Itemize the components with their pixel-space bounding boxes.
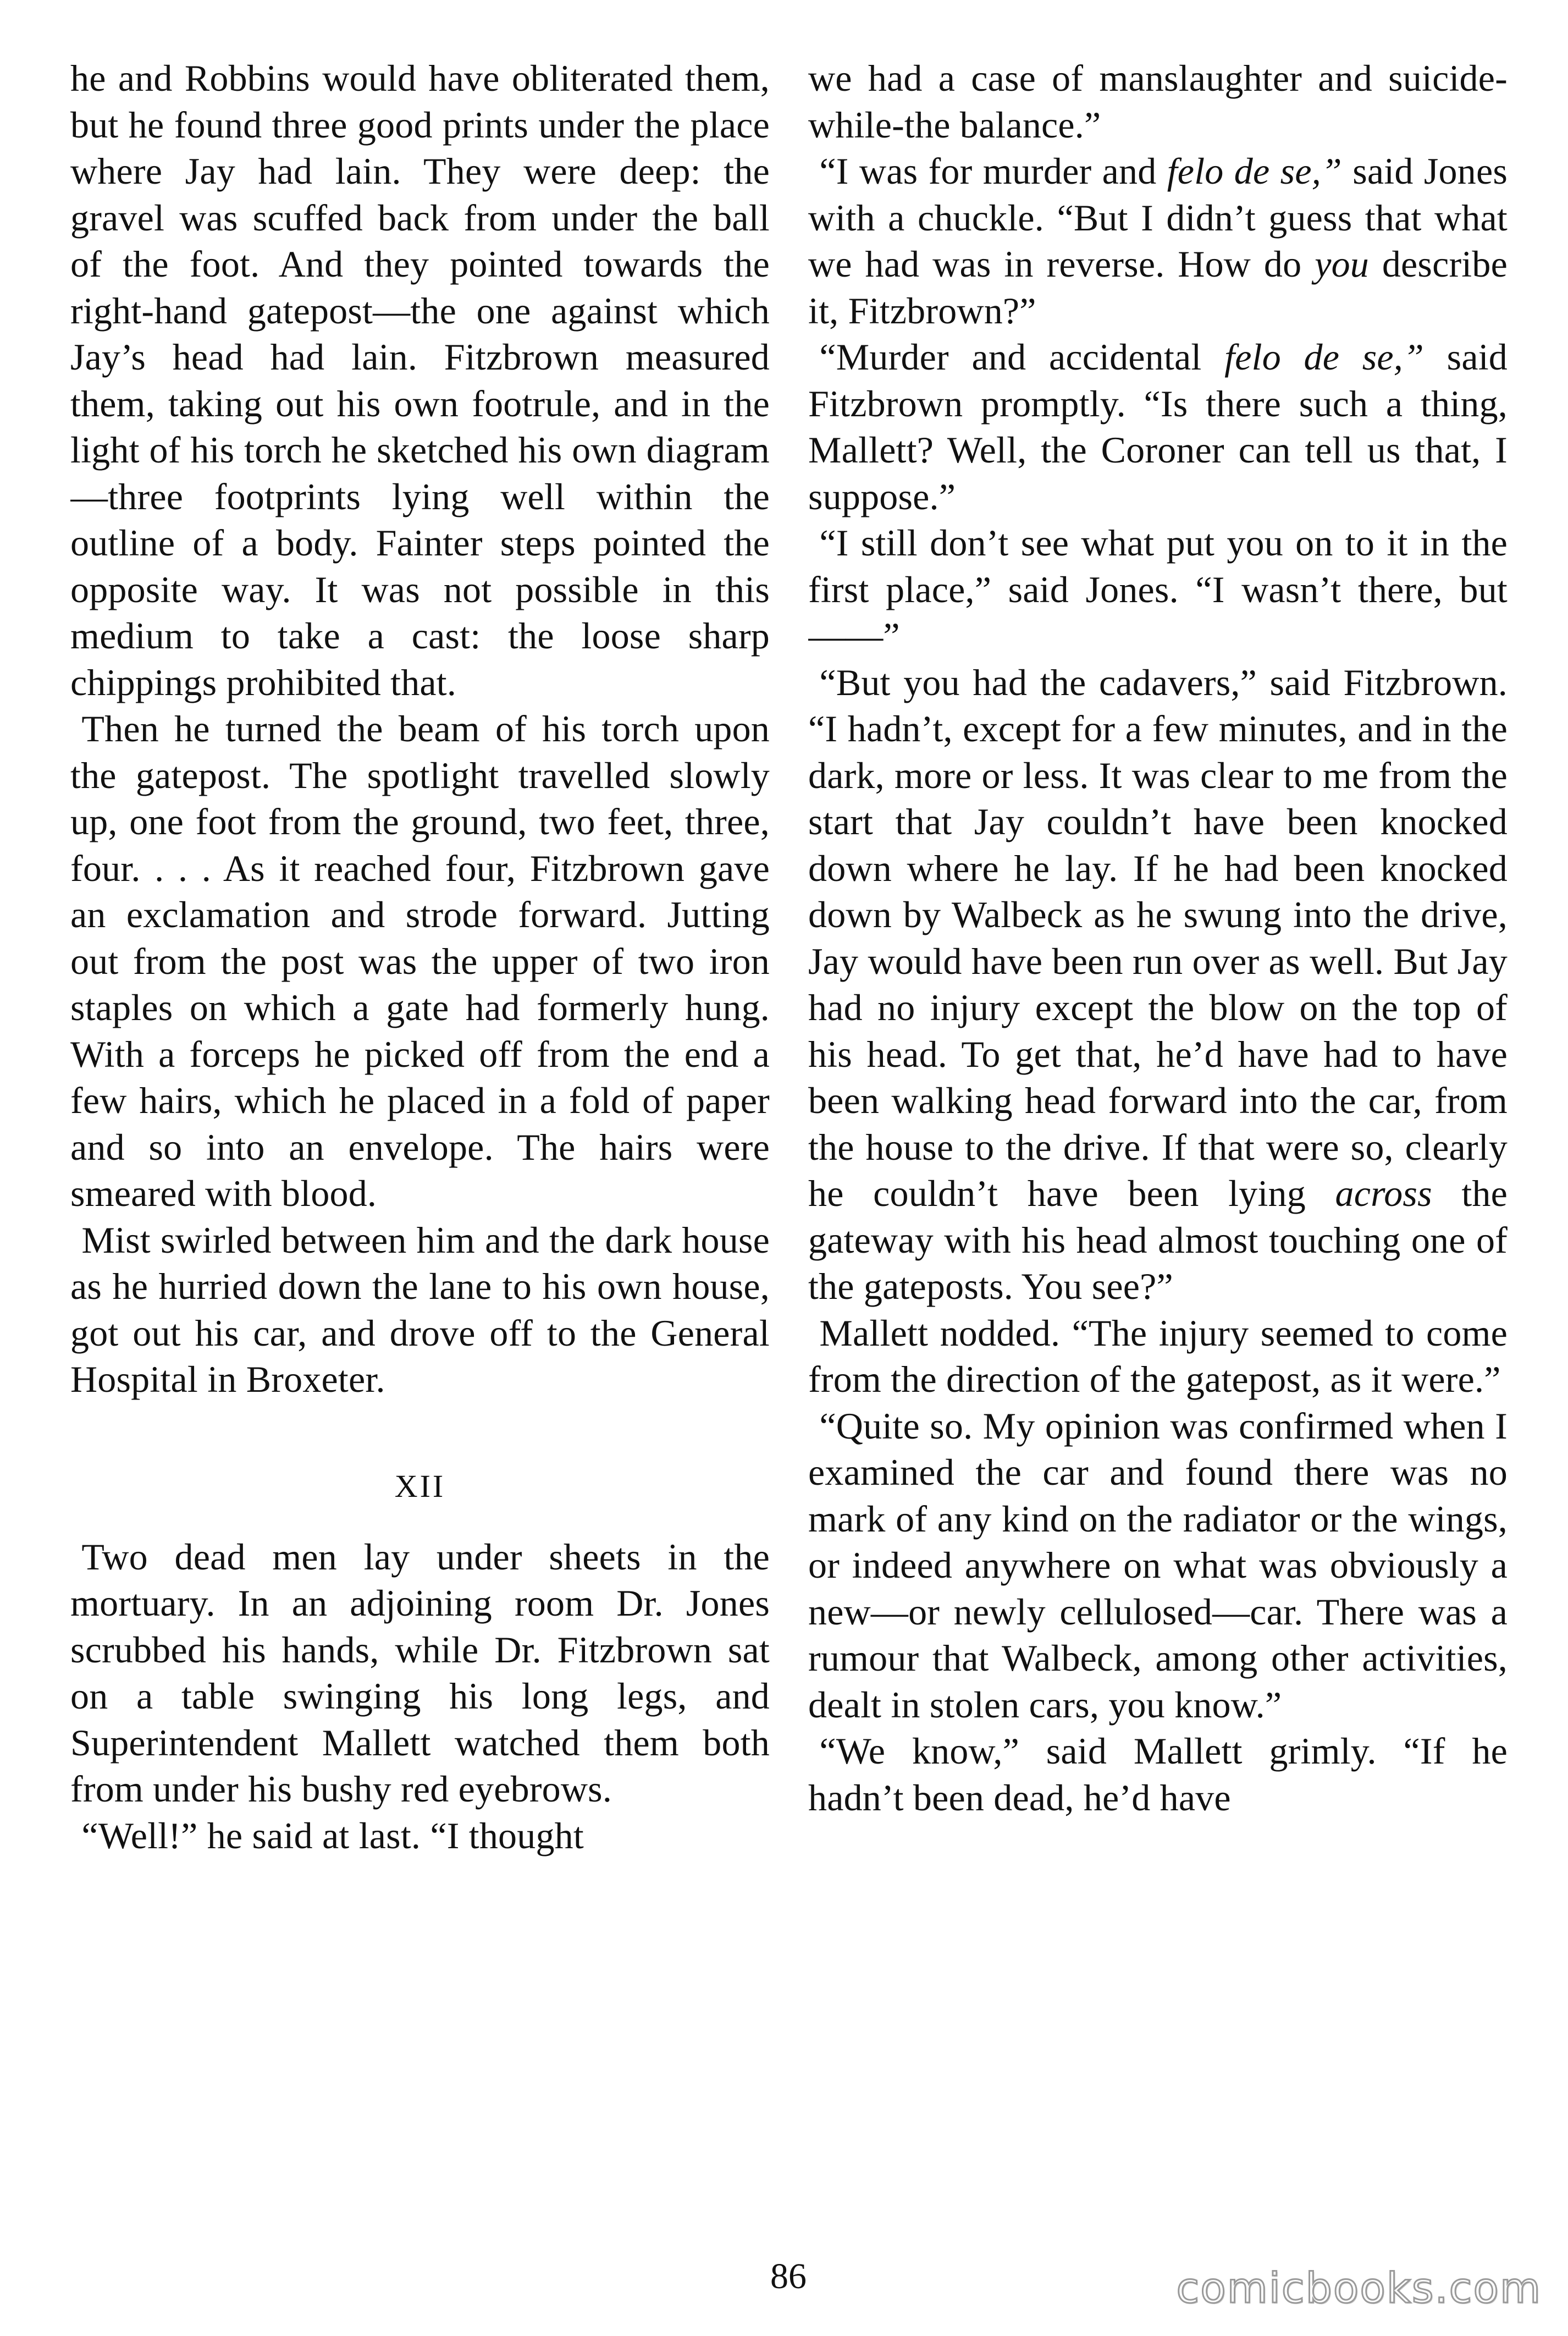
text-run: “But you had the cadavers,” said Fitzbrown. “I hadn’t, except for a few minutes, and in the dark, more or less. It was clear to me from the start that Jay couldn’t have been knocked down where he lay. If he had been knocked down by Walbeck as he swung into the drive, Jay would have been run over as well. But Jay had no injury except the blow on the top of his head. To get that, he’d have had to have been walking head forward into the car, from the house to the drive. If that were so, clearly he couldn’t have been lying [808, 661, 1508, 1214]
watermark: comicbooks.com [1176, 2263, 1542, 2312]
text-run: describe it, Fitzbrown?” [808, 243, 1508, 332]
left-column [70, 55, 770, 2211]
paragraph: “Well!” he said at last. “I thought [81, 1814, 584, 1856]
text-run: said Fitzbrown promptly. “Is there such a thing, Mallett? Well, the Coroner can tell us that, I suppose.” [808, 336, 1508, 517]
paragraph: “We know,” said Mallett grimly. “If he hadn’t been dead, he’d have [808, 1730, 1508, 1819]
text-run: said Jones with a chuckle. “But I didn’t guess that what we had was in reverse. How do [808, 150, 1508, 285]
paragraph: he and Robbins would have obliterated them, but he found three good prints under the place where Jay had lain. They were deep: the gravel was scuffed back from under the ball of the foot. And they pointed towards the right-hand gatepost—the one against which Jay’s head had lain. Fitzbrown measured them, taking out his own footrule, and in the light of his torch he sketched his own diagram—three footprints lying well within the outline of a body. Fainter steps pointed the opposite way. It was not possible in this medium to take a cast: the loose sharp chippings prohibited that. [70, 57, 770, 703]
italic-text: felo de se,” [1167, 150, 1342, 192]
paragraph: we had a case of manslaughter and suicide-while-the balance.” [808, 57, 1508, 146]
paragraph: Then he turned the beam of his torch upon the gatepost. The spotlight travelled slowly up, one foot from the ground, two feet, three, four. . . . As it reached four, Fitzbrown gave an exclamation and strode forward. Jutting out from the post was the upper of two iron staples on which a gate had formerly hung. With a forceps he picked off from the end a few hairs, which he placed in a fold of paper and so into an envelope. The hairs were smeared with blood. [70, 708, 770, 1214]
paragraph [808, 334, 1508, 520]
right-column [808, 55, 1508, 2211]
paragraph: Mist swirled between him and the dark house as he hurried down the lane to his own house, got out his car, and drove off to the General Hospital in Broxeter. [70, 1219, 770, 1400]
paragraph: Two dead men lay under sheets in the mortuary. In an adjoining room Dr. Jones scrubbed his hands, while Dr. Fitzbrown sat on a table swinging his long legs, and Superintendent Mallett watched them both from under his bushy red eyebrows. [70, 1535, 770, 1810]
page-number: 86 [770, 2256, 807, 2296]
text-run: “Murder and accidental [819, 336, 1225, 378]
paragraph: Mallett nodded. “The injury seemed to come from the direction of the gatepost, as it were.” [808, 1312, 1508, 1400]
text-run: “I was for murder and [819, 150, 1167, 192]
paragraph: “I still don’t see what put you on to it in the first place,” said Jones. “I wasn’t there, but——” [808, 522, 1508, 657]
paragraph [808, 148, 1508, 334]
chapter-heading: XII [394, 1468, 446, 1504]
paragraph: “Quite so. My opinion was confirmed when I examined the car and found there was no mark of any kind on the radiator or the wings, or indeed anywhere on what was obviously a new—or newly cellulosed—car. There was a rumour that Walbeck, among other activities, dealt in stolen cars, you know.” [808, 1404, 1508, 1726]
paragraph [808, 659, 1508, 1310]
italic-text: you [1315, 243, 1369, 285]
italic-text: across [1335, 1172, 1432, 1214]
text-run: the gateway with his head almost touching one of the gateposts. You see?” [808, 1172, 1508, 1307]
italic-text: felo de se,” [1224, 336, 1425, 378]
